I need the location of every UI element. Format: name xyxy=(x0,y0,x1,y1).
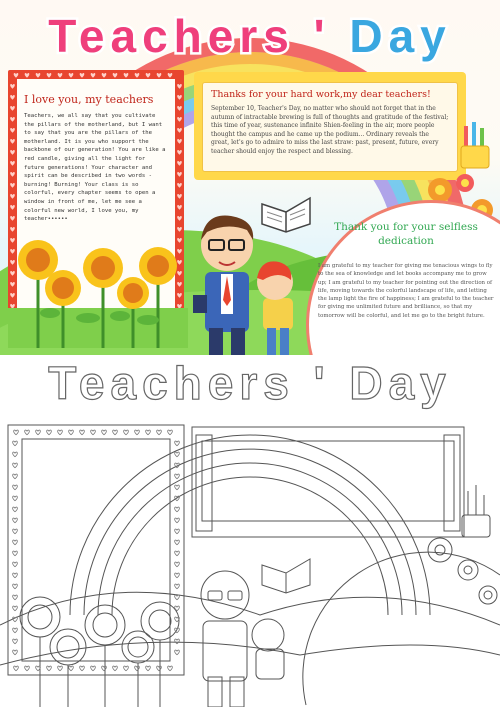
love-card-body: Teachers, we all say that you cultivate the pillars of the motherland, but I want to say that you are the pillars of the motherland. It is you who support the backbone of our generation! You are like a red candle, giving all the light for future generations! Your character and spirit can be described in two words - burning! Burning! Your class is so colorful, every chapter seems to open a window in front of me, let me see a colorful new world, I love you, my teacher•••••• xyxy=(24,113,166,223)
poster-title xyxy=(0,4,500,64)
outline-drawing xyxy=(0,355,500,707)
dedication-body: I am grateful to my teacher for giving me tenacious wings to fly to the sea of knowledge and let books accompany me to grow up; I am grateful to my teacher for pointing out the direction of life, moving towards the colorful landscape of life, and letting the lamp light the fire of happiness; I am grateful to the teacher for giving me unlimited future and brilliance, so that my tomorrow will be colorful, and let me go to the bright future. xyxy=(318,263,494,319)
sunflower-icon xyxy=(18,240,177,309)
student-figure xyxy=(257,261,293,355)
thanks-card-title: Thanks for your hard work,my dear teachers! xyxy=(211,89,431,100)
sunflowers-illustration xyxy=(8,238,188,348)
poster-title-text: Teachers ' Day xyxy=(48,10,452,62)
outline-title-text: Teachers ' Day xyxy=(48,357,452,409)
coloring-outline-poster xyxy=(0,355,500,707)
thanks-card xyxy=(194,72,466,180)
thanks-card-body: September 10, Teacher's Day, no matter who should not forget that in the autumn of intractable brewing is full of thoughts and gratitude of the festival; this time of year, sustenance infinite Shien-feeling in the air, more people thought the campus and he came up the podium... Ordinary reveals the great, let's go to admire to miss the last straw: past, present, future, every teacher should enjoy the respect and blessing. xyxy=(211,105,449,155)
teacher-figure xyxy=(193,216,253,356)
dedication-title: Thank you for your selfless dedication xyxy=(334,221,478,247)
pencil-cup-icon xyxy=(456,118,496,170)
love-card-title: I love you, my teachers xyxy=(24,93,154,106)
teacher-student-illustration xyxy=(175,200,325,355)
